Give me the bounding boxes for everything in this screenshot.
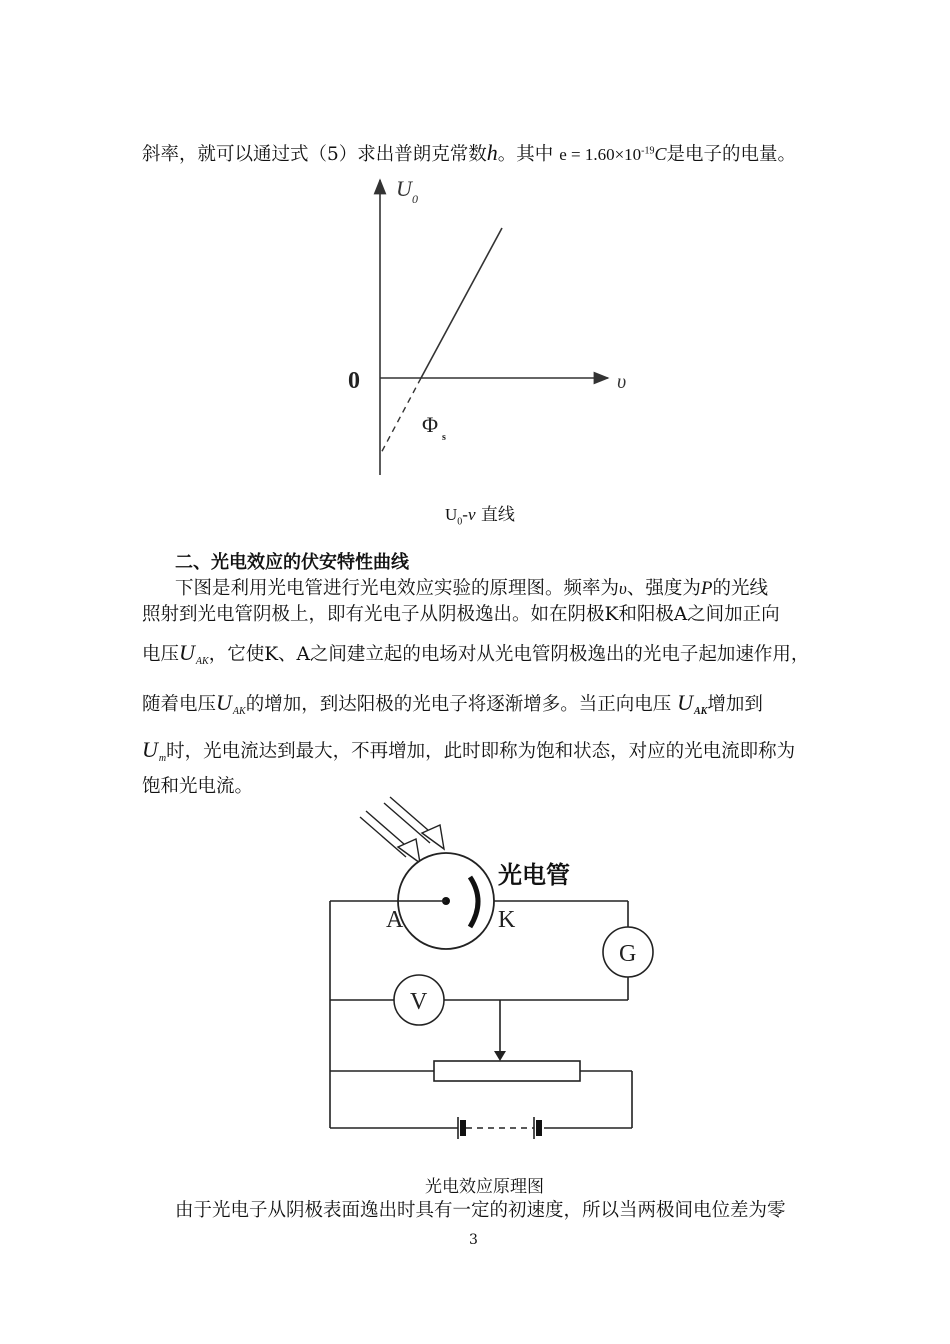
s2-l1-a: 下图是利用光电管进行光电效应实验的原理图。频率为 — [175, 578, 620, 599]
y-axis-sub: 0 — [412, 192, 418, 206]
u0-nu-graph — [330, 170, 650, 480]
section2-line-4 — [142, 690, 763, 716]
s2-l1-b: 、强度为 — [626, 578, 701, 599]
y-axis-label: U — [396, 176, 412, 201]
para1-text-pre: 斜率，就可以通过式（5）求出普朗克常数 — [142, 144, 487, 165]
extrapolation-dashed-line — [380, 378, 421, 455]
s2-l3-b: ，它使K、A之间建立起的电场对从光电管阴极逸出的光电子起加速作用， — [208, 644, 810, 665]
caption-nu: -ν — [462, 505, 476, 524]
ak-sub: AK — [195, 656, 209, 667]
photoelectric-circuit-diagram — [320, 795, 670, 1155]
page-number: 3 — [469, 1232, 478, 1248]
cathode-label: K — [498, 907, 516, 933]
voltmeter-label: V — [410, 989, 428, 1015]
s2-l3-a: 电压 — [142, 644, 180, 665]
ak-sub: AK — [693, 706, 708, 717]
section2-line-1 — [175, 574, 768, 600]
para1-text-post: 是电子的电量。 — [666, 144, 797, 165]
paragraph-last: 由于光电子从阴极表面逸出时具有一定的初速度，所以当两极间电位差为零 — [175, 1200, 786, 1221]
section2-line-5 — [142, 737, 795, 763]
phi-sub: s — [442, 432, 446, 443]
paragraph-1 — [142, 140, 796, 166]
section-heading: 二、光电效应的伏安特性曲线 — [175, 552, 409, 573]
s2-l1-c: 的光线 — [712, 578, 768, 599]
figure2-caption: 光电效应原理图 — [425, 1177, 544, 1197]
origin-label: 0 — [348, 368, 360, 394]
u-symbol: U — [142, 737, 158, 762]
nu-symbol: υ — [619, 579, 627, 598]
u-symbol: U — [179, 640, 195, 665]
caption-u: U — [445, 505, 458, 524]
para1-text-mid: 。其中 — [497, 144, 554, 165]
formula-unit: C — [654, 144, 667, 164]
rheostat — [434, 1061, 580, 1081]
planck-symbol: h — [486, 140, 498, 165]
light-arrows — [360, 797, 444, 863]
caption-text: 直线 — [480, 505, 515, 525]
ak-sub: AK — [232, 706, 246, 717]
section2-line-6: 饱和光电流。 — [142, 776, 254, 797]
section2-line-3 — [142, 640, 809, 666]
u-symbol: U — [216, 690, 232, 715]
u-symbol: U — [677, 690, 693, 715]
electron-charge-formula — [559, 145, 666, 164]
anode-label: A — [386, 907, 404, 933]
s2-l5: 时，光电流达到最大，不再增加，此时即称为饱和状态，对应的光电流即称为 — [166, 741, 796, 762]
u0-line — [421, 228, 502, 378]
x-axis-label: υ — [617, 371, 627, 393]
s2-l4-c: 增加到 — [707, 694, 763, 715]
s2-l4-a: 随着电压 — [142, 694, 217, 715]
battery-short-plate-left — [460, 1120, 466, 1136]
battery-short-plate-right — [536, 1120, 542, 1136]
galvanometer-label: G — [619, 941, 637, 967]
section2-line-2: 照射到光电管阴极上，即有光电子从阴极逸出。如在阴极K和阳极A之间加正向 — [142, 604, 780, 625]
formula-lhs: e = 1.60×10 — [559, 145, 642, 164]
m-sub: m — [158, 753, 167, 764]
tube-label: 光电管 — [498, 863, 570, 889]
formula-exponent: -19 — [641, 145, 655, 157]
s2-l4-b: 的增加，到达阳极的光电子将逐渐增多。当正向电压 — [245, 694, 672, 715]
caption-sub: 0 — [457, 516, 463, 528]
p-symbol: P — [700, 578, 713, 599]
slider-arrow — [494, 1051, 506, 1061]
phi-label: Φ — [422, 412, 439, 437]
figure1-caption — [445, 500, 515, 527]
